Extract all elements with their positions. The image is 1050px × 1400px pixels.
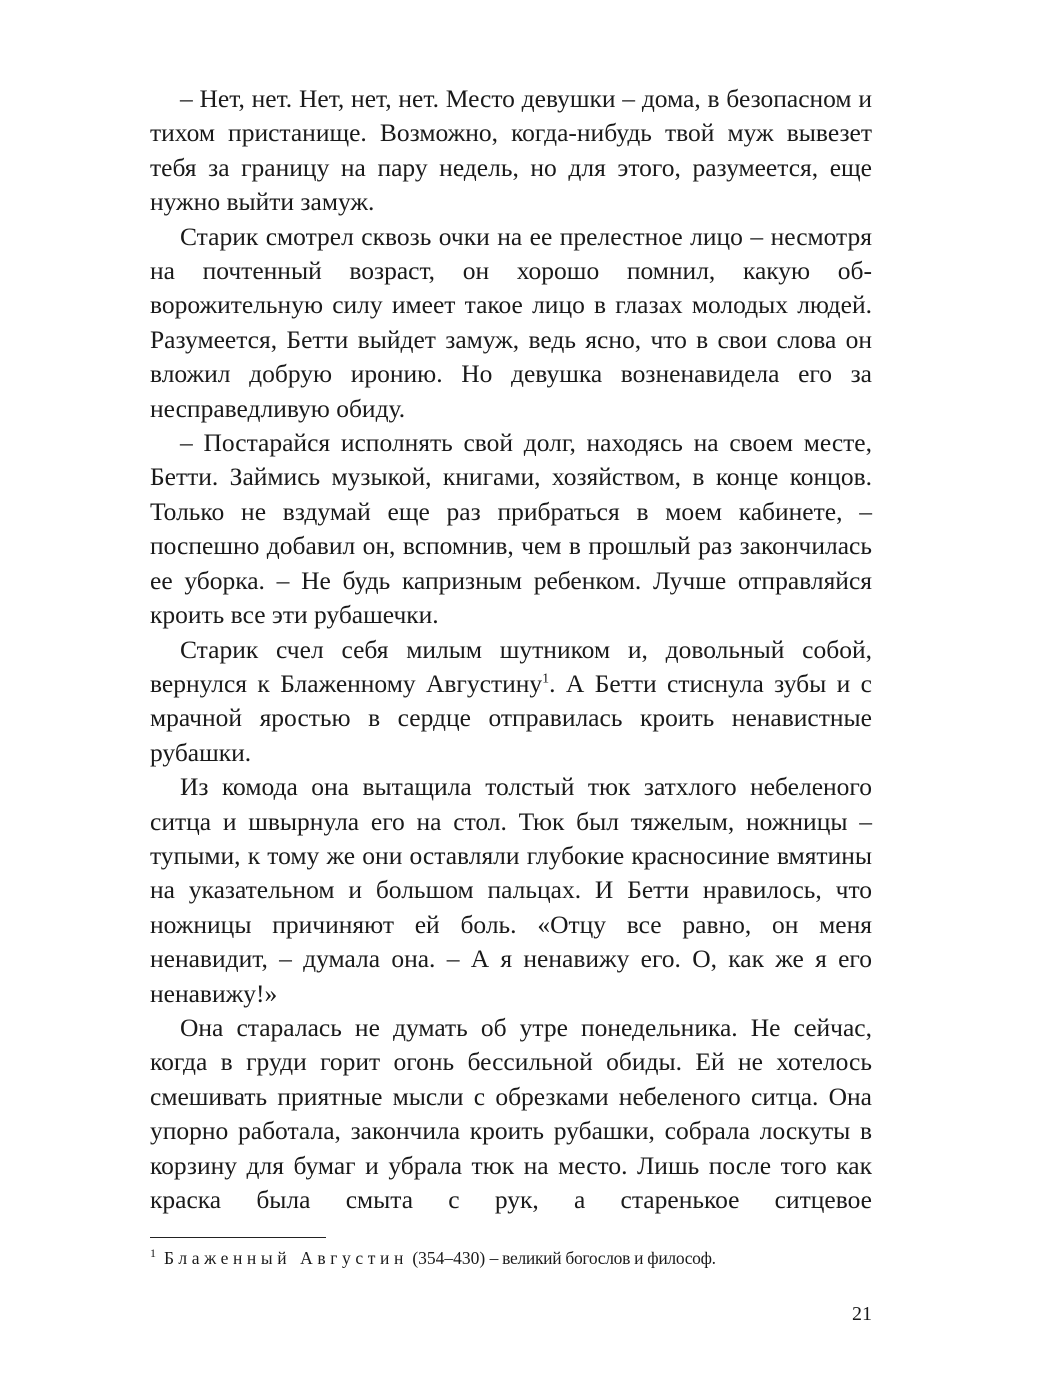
page-number: 21 [852,1303,872,1325]
body-text [150,82,872,1217]
paragraph-1: – Нет, нет. Нет, нет, нет. Место девушки – дома, в безопасном и тихом пристанище. Возможно, когда-нибудь твой муж вывезет тебя за границу на пару недель, но для этого, разумеется, еще нужно выйти замуж. [150,84,872,217]
paragraph-5: Из комода она вытащила толстый тюк затхлого небеленого ситца и швырнула его на стол. Тюк был тяжелым, ножницы – тупыми, к тому же они оставляли глубокие красносиние вмятины на указательном и большом пальцах. И Бетти нравилось, что ножницы причиняют ей боль. «Отцу все равно, он меня ненавидит, – думала она. – А я ненавижу его. О, как же я его ненавижу!» [150,772,872,1008]
page-body [150,82,872,1217]
paragraph-4-tail: . А Бетти стиснула зубы и с мрачной яростью в сердце отправилась кроить ненавистные рубашки. [150,668,872,767]
footnote-reference[interactable]: 1 [542,671,550,687]
footnote [150,1246,872,1270]
paragraph-6: Она старалась не думать об утре понедельника. Не сейчас, когда в груди горит огонь бессильной обиды. Ей не хотелось смешивать приятные мысли с обрезками небеленого ситца. Она упорно работала, закончила кроить рубашки, собрала лоскуты в корзину для бумаг и убрала тюк на место. Лишь после того как краска была смыта с рук, а старенькое ситцевое [150,1012,872,1214]
paragraph-4 [150,633,872,771]
footnote-mark: 1 [150,1246,156,1261]
footnote-description: – великий богослов и философ. [489,1248,716,1268]
footnote-years: (354–430) [412,1248,486,1268]
footnote-name: Блаженный Августин [164,1248,408,1268]
paragraph-3: – Постарайся исполнять свой долг, находясь на своем месте, Бетти. Займись музыкой, книгами, хозяйством, в конце концов. Только не вздумай еще раз прибраться в моем кабинете, – поспешно добавил он, вспомнив, чем в прошлый раз закончилась ее уборка. – Не будь капризным ребенком. Лучше отправляйся кроить все эти рубашечки. [150,428,872,630]
footnote-divider [150,1237,326,1238]
paragraph-2: Старик смотрел сквозь очки на ее прелестное лицо – несмотря на почтенный возраст, он хорошо помнил, какую обворожительную силу имеет такое лицо в глазах молодых людей. Разумеется, Бетти выйдет замуж, ведь ясно, что в свои слова он вложил добрую иронию. Но девушка возненавидела его за несправедливую обиду. [150,221,872,423]
paragraph-4-head: Старик счел себя милым шутником и, довольный собой, вернулся к Блаженному Августину [150,634,872,698]
